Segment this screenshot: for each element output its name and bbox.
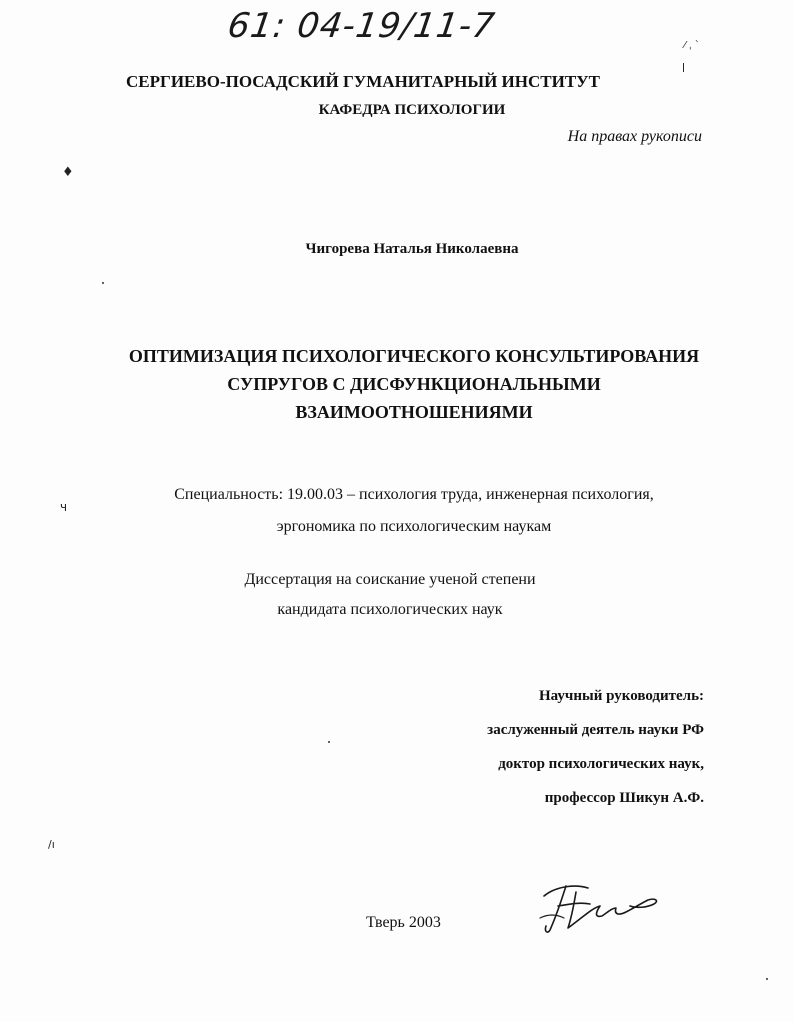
advisor-line: Научный руководитель: <box>539 688 704 704</box>
title-line: СУПРУГОВ С ДИСФУНКЦИОНАЛЬНЫМИ <box>227 374 601 394</box>
author-name: Чигорева Наталья Николаевна <box>305 241 519 257</box>
scan-dot <box>766 978 768 980</box>
advisor-block <box>487 679 704 815</box>
dissertation-title <box>0 342 794 426</box>
scan-mark-top-right: ⁄ ˌ ˋ <box>684 40 700 51</box>
advisor-line: заслуженный деятель науки РФ <box>487 722 704 738</box>
degree-line: Диссертация на соискание ученой степени <box>244 571 536 588</box>
specialty-block <box>0 479 794 543</box>
advisor-line: доктор психологических наук, <box>498 756 704 772</box>
title-line: ВЗАИМООТНОШЕНИЯМИ <box>295 402 533 422</box>
archive-code-handwritten: 61: 04-19/11-7 <box>225 6 498 46</box>
scan-mark-top-right-2: ǀ <box>682 62 685 73</box>
signature-image <box>536 878 666 938</box>
title-line: ОПТИМИЗАЦИЯ ПСИХОЛОГИЧЕСКОГО КОНСУЛЬТИРОВАНИЯ <box>128 346 700 366</box>
scan-dot <box>102 282 104 284</box>
margin-speck-3: /ı <box>48 838 55 851</box>
scan-dot <box>328 741 330 743</box>
margin-speck-2: ч <box>60 500 68 514</box>
degree-block <box>0 565 780 625</box>
institute-name: СЕРГИЕВО-ПОСАДСКИЙ ГУМАНИТАРНЫЙ ИНСТИТУТ <box>126 72 600 91</box>
specialty-line: Специальность: 19.00.03 – психология труда, инженерная психология, <box>174 486 654 503</box>
city-year: Тверь 2003 <box>366 914 441 931</box>
margin-speck-1: ♦ <box>62 165 74 180</box>
department-name: КАФЕДРА ПСИХОЛОГИИ <box>318 102 506 118</box>
degree-line: кандидата психологических наук <box>277 601 503 618</box>
specialty-line: эргономика по психологическим наукам <box>276 518 552 535</box>
manuscript-note: На правах рукописи <box>567 128 702 145</box>
advisor-line: профессор Шикун А.Ф. <box>544 790 704 806</box>
